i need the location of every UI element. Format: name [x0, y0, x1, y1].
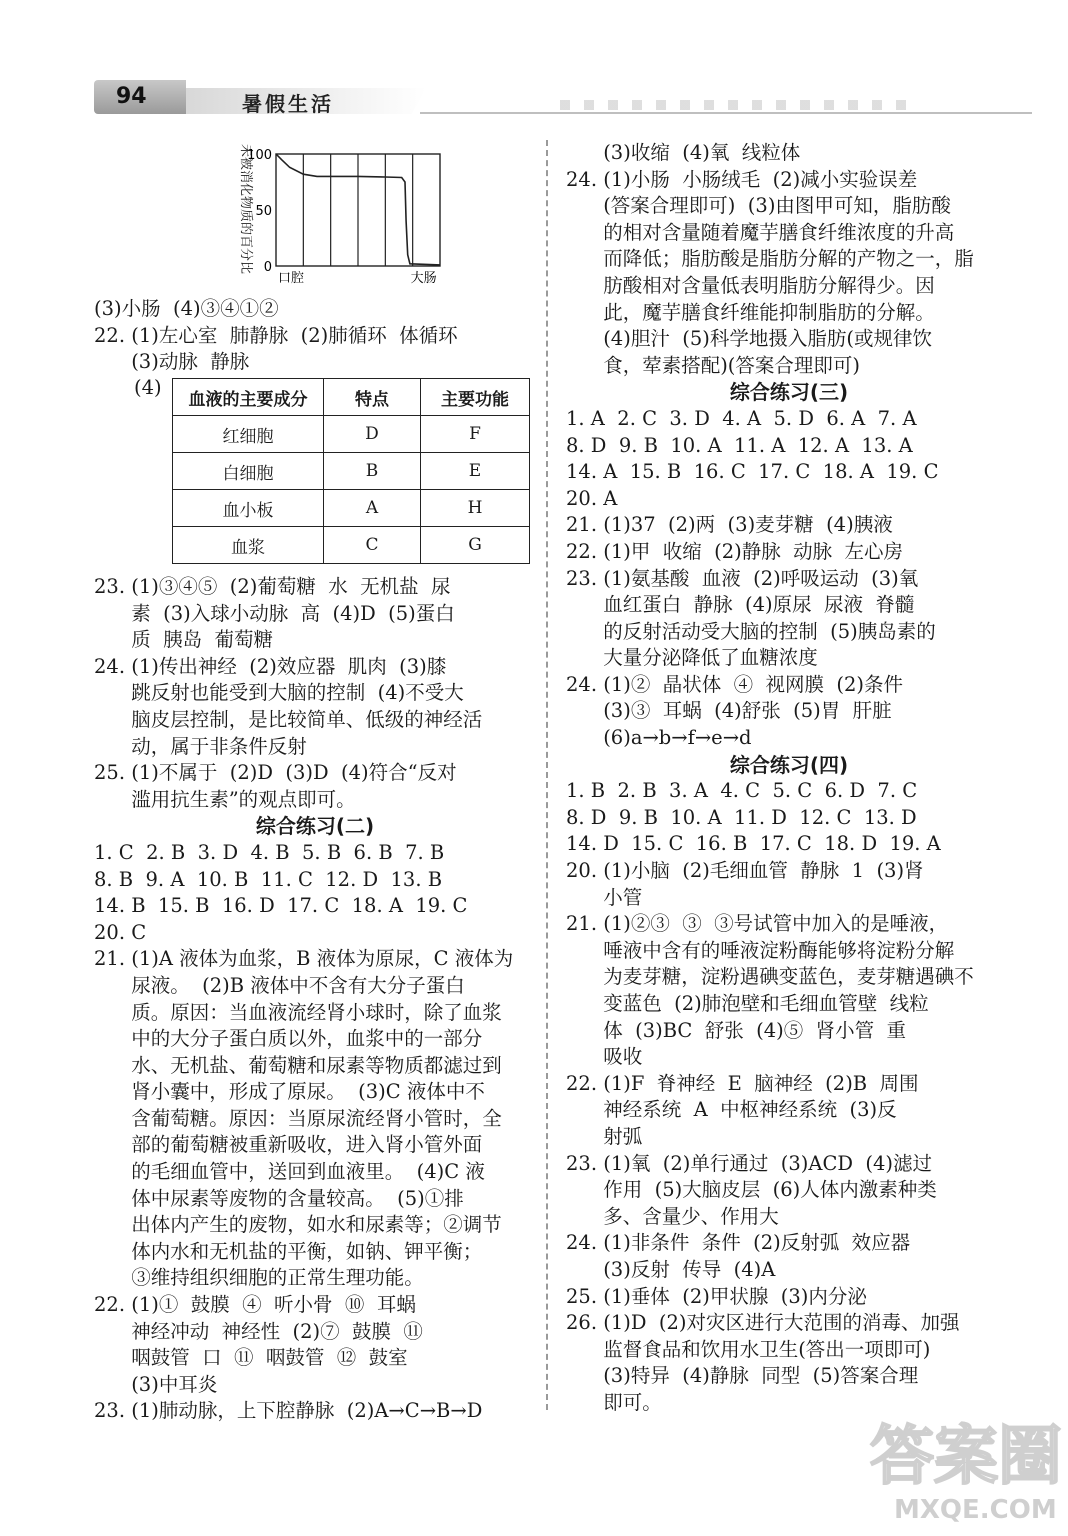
answer-line: 血红蛋白 静脉 (4)原尿 尿液 脊髓 [566, 593, 915, 617]
blood-components-table [172, 378, 530, 564]
answer-line: 作用 (5)大脑皮层 (6)人体内激素种类 [566, 1178, 937, 1202]
table-header-row [173, 379, 530, 416]
answer-line: 24. (1)非条件 条件 (2)反射弧 效应器 [566, 1231, 911, 1255]
answer-line: 肾小囊中，形成了原尿。 (3)C 液体中不 [94, 1080, 485, 1104]
answer-line: 14. D 15. C 16. B 17. C 18. D 19. A [566, 832, 941, 856]
answer-line: ③维持组织细胞的正常生理功能。 [94, 1266, 424, 1290]
answer-line: 8. D 9. B 10. A 11. A 12. A 13. A [566, 433, 913, 457]
answer-line: 23. (1)氨基酸 血液 (2)呼吸运动 (3)氧 [566, 566, 919, 590]
answer-line: (3)反射 传导 (4)A [566, 1257, 776, 1281]
answer-line: 即可。 [566, 1390, 662, 1414]
answer-line: 多、含量少、作用大 [566, 1204, 779, 1228]
answer-line: 23. (1)肺动脉，上下腔静脉 (2)A→C→B→D [94, 1399, 483, 1423]
watermark-main: 答案圈 [870, 1420, 1062, 1494]
chart-ylabel: 未被消化物质的百分比 [238, 144, 253, 275]
answer-line: 8. D 9. B 10. A 11. D 12. C 13. D [566, 805, 917, 829]
watermark-logo [864, 1400, 1064, 1530]
answer-line: 体内水和无机盐的平衡，如钠、钾平衡； [94, 1239, 483, 1263]
answer-line: 出体内产生的废物，如水和尿素等；②调节 [94, 1213, 502, 1237]
table-header-cell: 特点 [324, 379, 421, 416]
answer-line: 26. (1)D (2)对灾区进行大范围的消毒、加强 [566, 1311, 960, 1335]
chart-ytick-label: 0 [263, 260, 272, 275]
answer-line: 跳反射也能受到大脑的控制 (4)不受大 [94, 681, 464, 705]
table-cell: 血小板 [173, 490, 324, 527]
answer-line: 脑皮层控制，是比较简单、低级的神经活 [94, 707, 483, 731]
column-divider [546, 140, 548, 1410]
answer-line: 25. (1)垂体 (2)甲状腺 (3)内分泌 [566, 1284, 867, 1308]
answer-line: (3)小肠 (4)③④①② [94, 297, 279, 320]
table-body [173, 416, 530, 564]
chart-xlabel-end: 大肠 [410, 271, 437, 286]
answer-line: 的反射活动受大脑的控制 (5)胰岛素的 [566, 619, 936, 643]
answer-line: 22. (1)① 鼓膜 ④ 听小骨 ⑩ 耳蜗 [94, 1293, 416, 1317]
table-row [173, 453, 530, 490]
answer-line: 14. B 15. B 16. D 17. C 18. A 19. C [94, 894, 468, 918]
answer-line: 动，属于非条件反射 [94, 734, 307, 758]
answer-line: 的相对含量随着魔芋膳食纤维浓度的升高 [566, 220, 955, 244]
answer-line: 唾液中含有的唾液淀粉酶能够将淀粉分解 [566, 938, 955, 962]
answer-line: (4)胆汁 (5)科学地摄入脂肪(或规律饮 [566, 327, 932, 351]
answer-line: 21. (1)②③ ③ ③号试管中加入的是唾液， [566, 912, 949, 936]
answer-line: 神经冲动 神经性 (2)⑦ 鼓膜 ⑪ [94, 1319, 423, 1343]
answer-line: 1. A 2. C 3. D 4. A 5. D 6. A 7. A [566, 406, 917, 430]
answer-line: 21. (1)A 液体为血浆，B 液体为原尿，C 液体为 [94, 947, 514, 971]
chart-xlabel-start: 口腔 [278, 271, 305, 286]
right-column [566, 140, 1012, 1417]
answer-line: 20. C [94, 920, 147, 944]
header-rule [420, 112, 1032, 114]
section-heading: 综合练习(四) [729, 752, 849, 777]
table-cell: G [421, 527, 530, 564]
question-22-4-label: (4) [134, 376, 162, 399]
answer-line: 24. (1)小肠 小肠绒毛 (2)减小实验误差 [566, 167, 918, 191]
left-top-answers [94, 296, 536, 376]
answer-line: (答案合理即可) (3)由图甲可知，脂肪酸 [566, 194, 951, 218]
answer-line: (3)收缩 (4)氧 线粒体 [566, 141, 801, 164]
answer-line: 变蓝色 (2)肺泡壁和毛细血管壁 线粒 [566, 992, 929, 1015]
chart-ytick-label: 100 [247, 148, 272, 163]
table-cell: A [324, 490, 421, 527]
header-title: 暑假生活 [242, 92, 334, 116]
answer-line: 23. (1)③④⑤ (2)葡萄糖 水 无机盐 尿 [94, 575, 451, 598]
table-cell: E [421, 453, 530, 490]
answer-line: 监督食品和饮用水卫生(答出一项即可) [566, 1337, 931, 1361]
answer-line: 20. (1)小脑 (2)毛细血管 静脉 1 (3)肾 [566, 859, 924, 883]
answer-line: 含葡萄糖。原因：当原尿流经肾小管时，全 [94, 1106, 502, 1130]
answer-line: 8. B 9. A 10. B 11. C 12. D 13. B [94, 867, 443, 891]
page-number: 94 [116, 84, 147, 109]
table-cell: C [324, 527, 421, 564]
answer-line: 大量分泌降低了血糖浓度 [566, 646, 818, 670]
answer-line: 21. (1)37 (2)两 (3)麦芽糖 (4)胰液 [566, 513, 893, 537]
table-cell: F [421, 416, 530, 453]
answer-line: 22. (1)左心室 肺静脉 (2)肺循环 体循环 [94, 323, 458, 347]
answer-line: 肪酸相对含量低表明脂肪分解得少。因 [566, 273, 935, 297]
answer-line: (3)③ 耳蜗 (4)舒张 (5)胃 肝脏 [566, 699, 892, 723]
table-cell: 红细胞 [173, 416, 324, 453]
answer-line: (6)a→b→f→e→d [566, 726, 752, 750]
answer-line: 体中尿素等废物的含量较高。 (5)①排 [94, 1186, 464, 1210]
header-decoration [560, 100, 910, 110]
answer-line: 小管 [566, 885, 643, 909]
table-row [173, 527, 530, 564]
left-column-lower [94, 574, 536, 1425]
answer-line: 食，荤素搭配)(答案合理即可) [566, 353, 861, 377]
answer-line: 的毛细血管中，送回到血液里。 (4)C 液 [94, 1160, 485, 1184]
answer-line: (3)特异 (4)静脉 同型 (5)答案合理 [566, 1364, 919, 1388]
answer-line: 吸收 [566, 1045, 643, 1069]
table-row [173, 490, 530, 527]
left-bottom-answers [94, 574, 536, 1425]
watermark-sub: MXQE.COM [894, 1495, 1057, 1525]
answer-line: 24. (1)传出神经 (2)效应器 肌肉 (3)膝 [94, 654, 447, 678]
answer-line: 中的大分子蛋白质以外，血浆中的一部分 [94, 1027, 483, 1051]
answer-line: 质 胰岛 葡萄糖 [94, 628, 273, 652]
answer-line: 25. (1)不属于 (2)D (3)D (4)符合“反对 [94, 761, 457, 785]
answer-line: 14. A 15. B 16. C 17. C 18. A 19. C [566, 460, 939, 484]
answer-line: 咽鼓管 口 ⑪ 咽鼓管 ⑫ 鼓室 [94, 1346, 408, 1370]
answer-line: 23. (1)氧 (2)单行通过 (3)ACD (4)滤过 [566, 1151, 933, 1175]
answer-line: 24. (1)② 晶状体 ④ 视网膜 (2)条件 [566, 672, 904, 696]
section-heading: 综合练习(三) [729, 380, 849, 405]
answer-line: 1. C 2. B 3. D 4. B 5. B 6. B 7. B [94, 840, 445, 864]
table-row [173, 416, 530, 453]
answer-line: 素 (3)入球小动脉 高 (4)D (5)蛋白 [94, 601, 455, 625]
answer-line: 为麦芽糖，淀粉遇碘变蓝色，麦芽糖遇碘不 [566, 965, 974, 989]
section-heading: 综合练习(二) [255, 814, 375, 839]
answer-line: 质。原因：当血液流经肾小球时，除了血浆 [94, 1000, 502, 1024]
answer-line: 体 (3)BC 舒张 (4)⑤ 肾小管 重 [566, 1018, 907, 1042]
table-cell: H [421, 490, 530, 527]
table-header-cell: 主要功能 [421, 379, 530, 416]
answer-line: (3)动脉 静脉 [94, 350, 250, 374]
table-cell: D [324, 416, 421, 453]
answer-line: 尿液。 (2)B 液体中不含有大分子蛋白 [94, 973, 465, 997]
chart-ytick-label: 50 [255, 204, 272, 219]
answer-line: 神经系统 A 中枢神经系统 (3)反 [566, 1098, 897, 1122]
right-answers [566, 140, 1012, 1417]
answer-line: 射弧 [566, 1124, 643, 1148]
answer-line: 1. B 2. B 3. A 4. C 5. C 6. D 7. C [566, 779, 918, 803]
answer-line: (3)中耳炎 [94, 1372, 218, 1396]
left-column [94, 140, 536, 376]
answer-line: 滥用抗生素”的观点即可。 [94, 787, 356, 811]
answer-line: 水、无机盐、葡萄糖和尿素等物质都滤过到 [94, 1053, 502, 1077]
page-header [0, 0, 1068, 140]
answer-line: 22. (1)甲 收缩 (2)静脉 动脉 左心房 [566, 539, 904, 563]
answer-line: 20. A [566, 486, 618, 510]
answer-line: 而降低；脂肪酸是脂肪分解的产物之一，脂 [566, 247, 974, 271]
table-header-cell: 血液的主要成分 [173, 379, 324, 416]
answer-line: 部的葡萄糖被重新吸收，进入肾小管外面 [94, 1133, 483, 1157]
answer-line: 22. (1)F 脊神经 E 脑神经 (2)B 周围 [566, 1071, 919, 1095]
table-cell: 白细胞 [173, 453, 324, 490]
table-cell: 血浆 [173, 527, 324, 564]
answer-line: 此，魔芋膳食纤维能抑制脂肪的分解。 [566, 300, 935, 324]
table-cell: B [324, 453, 421, 490]
